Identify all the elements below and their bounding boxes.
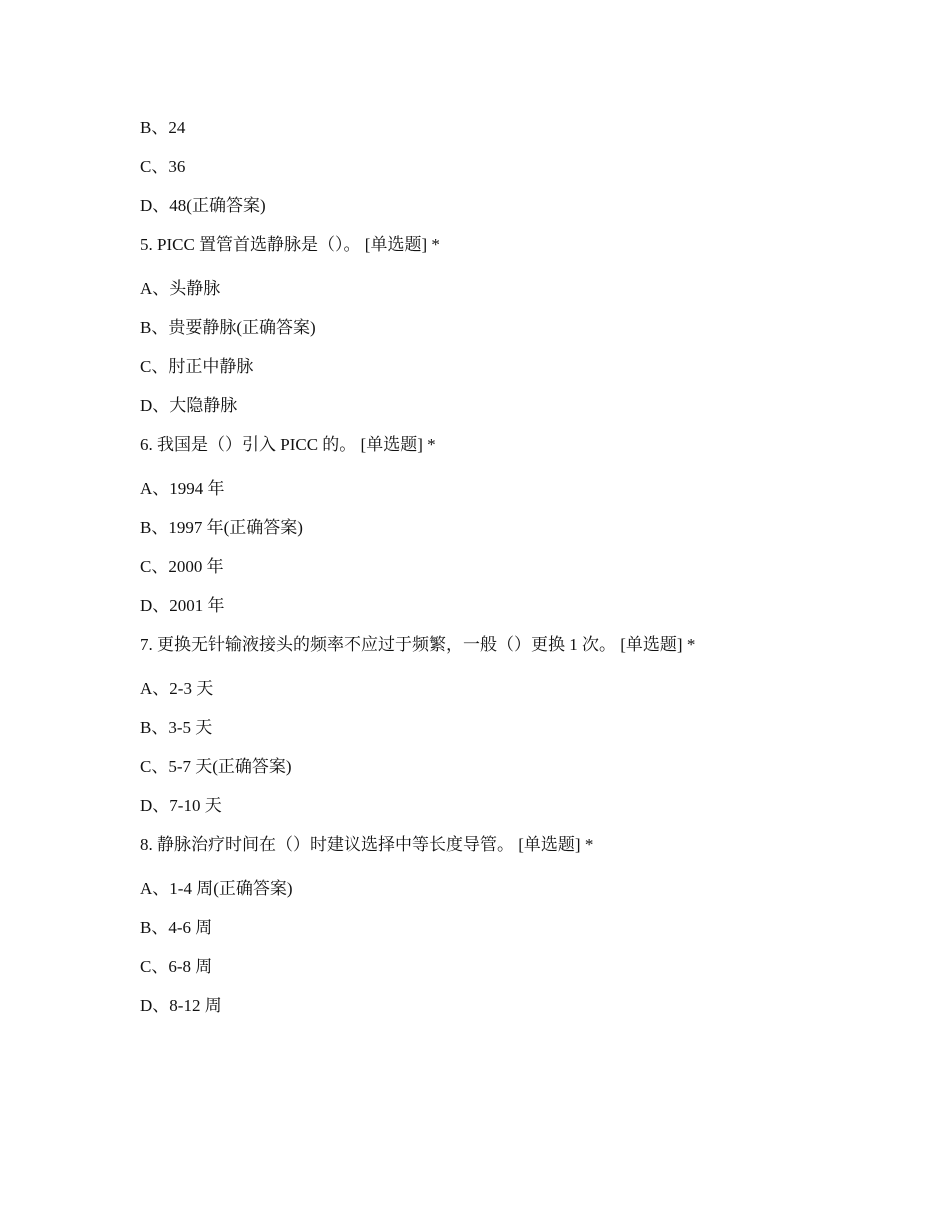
question-title: 5. PICC 置管首选静脉是（）。 [单选题] * — [140, 235, 440, 254]
question-title: 6. 我国是（）引入 PICC 的。 [单选题] * — [140, 435, 436, 454]
question-title: 8. 静脉治疗时间在（）时建议选择中等长度导管。 [单选题] * — [140, 835, 594, 854]
option-d: D、8-12 周 — [140, 996, 222, 1015]
document-page — [140, 117, 900, 1034]
option-b: B、4-6 周 — [140, 918, 213, 937]
option-a: A、1-4 周(正确答案) — [140, 879, 293, 898]
question-8 — [140, 834, 900, 1017]
option-b: B、24 — [140, 118, 186, 137]
option-b: B、贵要静脉(正确答案) — [140, 318, 316, 337]
option-a: A、2-3 天 — [140, 679, 214, 698]
option-c: C、6-8 周 — [140, 957, 213, 976]
option-c: C、36 — [140, 157, 186, 176]
option-a: A、头静脉 — [140, 279, 221, 298]
option-d: D、7-10 天 — [140, 796, 222, 815]
question-title: 7. 更换无针输液接头的频率不应过于频繁，一般（）更换 1 次。 [单选题] * — [140, 635, 696, 654]
option-c: C、5-7 天(正确答案) — [140, 757, 292, 776]
option-d: D、2001 年 — [140, 596, 225, 615]
question-6 — [140, 434, 900, 617]
option-c: C、2000 年 — [140, 557, 224, 576]
option-d: D、大隐静脉 — [140, 396, 238, 415]
option-c: C、肘正中静脉 — [140, 357, 254, 376]
option-d: D、48(正确答案) — [140, 196, 266, 215]
question-7 — [140, 634, 900, 817]
question-5 — [140, 234, 900, 417]
question-4-tail — [140, 117, 900, 217]
option-b: B、3-5 天 — [140, 718, 213, 737]
option-a: A、1994 年 — [140, 479, 225, 498]
option-b: B、1997 年(正确答案) — [140, 518, 303, 537]
